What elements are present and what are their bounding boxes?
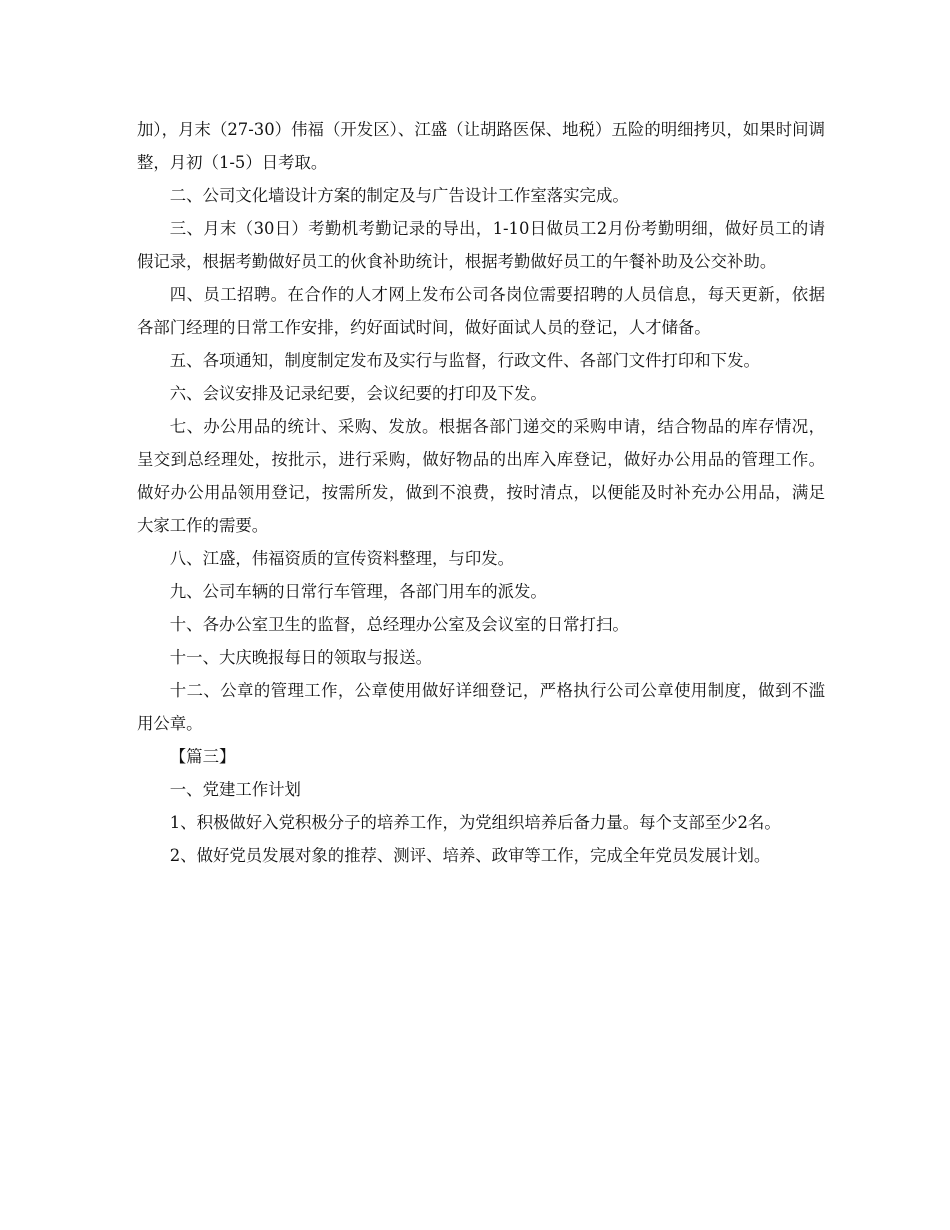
section-heading: 【篇三】 — [169, 747, 236, 766]
paragraph-item-4: 四、员工招聘。在合作的人才网上发布公司各岗位需要招聘的人员信息，每天更新，依据各部门经理的日常工作安排，约好面试时间，做好面试人员的登记，人才储备。 — [137, 285, 825, 337]
paragraph-item-5: 五、各项通知，制度制定发布及实行与监督，行政文件、各部门文件打印和下发。 — [169, 351, 760, 370]
document-body — [137, 113, 825, 872]
paragraph-item-8: 八、江盛，伟福资质的宣传资料整理，与印发。 — [169, 549, 514, 568]
paragraph-item-12: 十二、公章的管理工作，公章使用做好详细登记，严格执行公司公章使用制度，做到不滥用公章。 — [137, 681, 825, 733]
paragraph-item-6: 六、会议安排及记录纪要，会议纪要的打印及下发。 — [169, 384, 547, 403]
plan-item-1: 1、积极做好入党积极分子的培养工作，为党组织培养后备力量。每个支部至少2名。 — [169, 813, 781, 832]
paragraph-item-2: 二、公司文化墙设计方案的制定及与广告设计工作室落实完成。 — [169, 186, 629, 205]
paragraph-item-3: 三、月末（30日）考勤机考勤记录的导出，1-10日做员工2月份考勤明细，做好员工的请假记录，根据考勤做好员工的伙食补助统计，根据考勤做好员工的午餐补助及公交补助。 — [137, 219, 825, 271]
paragraph-item-11: 十一、大庆晚报每日的领取与报送。 — [169, 648, 433, 667]
paragraph-continuation: 加），月末（27-30）伟福（开发区）、江盛（让胡路医保、地税）五险的明细拷贝，如果时间调整，月初（1-5）日考取。 — [137, 120, 825, 172]
plan-item-2: 2、做好党员发展对象的推荐、测评、培养、政审等工作，完成全年党员发展计划。 — [169, 846, 771, 865]
paragraph-item-7: 七、办公用品的统计、采购、发放。根据各部门递交的采购申请，结合物品的库存情况，呈交到总经理处，按批示，进行采购，做好物品的出库入库登记，做好办公用品的管理工作。做好办公用品领用登记，按需所发，做到不浪费，按时清点，以便能及时补充办公用品，满足大家工作的需要。 — [137, 417, 825, 535]
paragraph-item-10: 十、各办公室卫生的监督，总经理办公室及会议室的日常打扫。 — [169, 615, 629, 634]
paragraph-item-9: 九、公司车辆的日常行车管理，各部门用车的派发。 — [169, 582, 547, 601]
subsection-heading: 一、党建工作计划 — [169, 780, 301, 799]
